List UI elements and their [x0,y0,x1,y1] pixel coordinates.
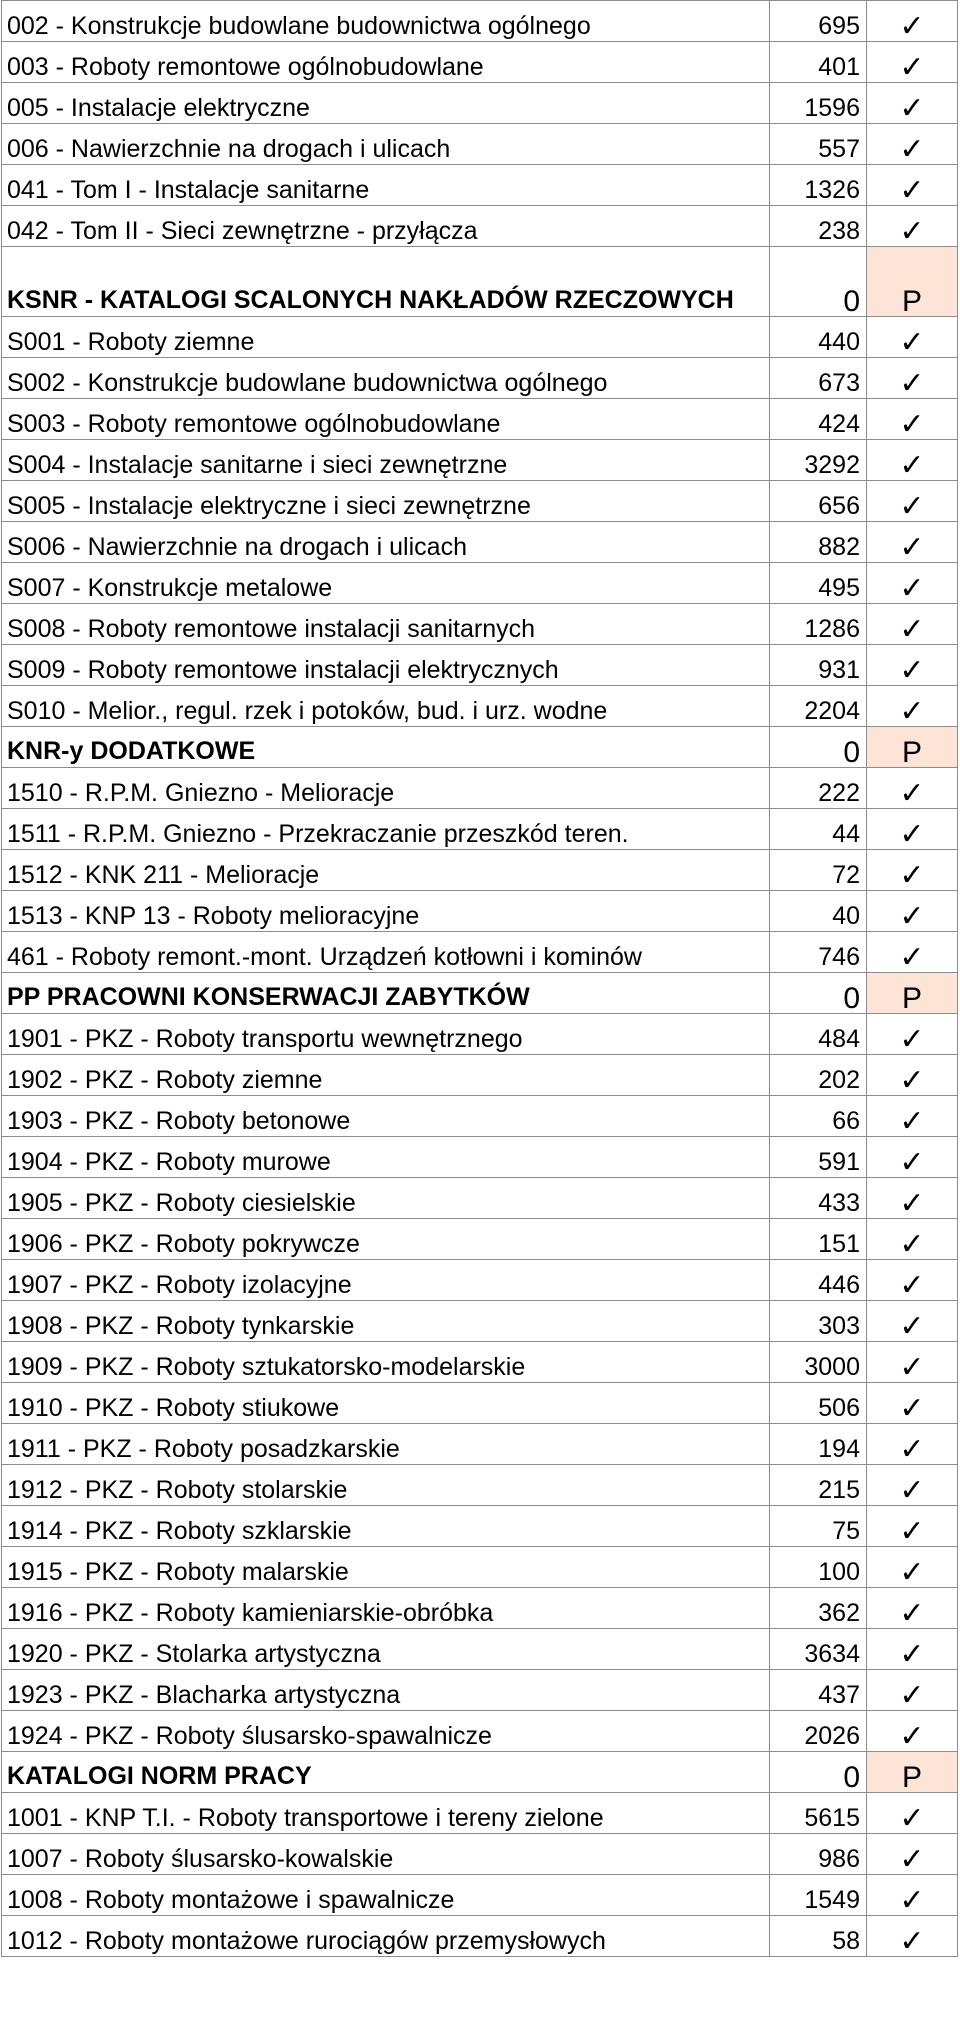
checkmark-icon: ✓ [867,206,958,247]
catalog-row [2,1670,958,1711]
catalog-name: 1909 - PKZ - Roboty sztukatorsko-modelarskie [2,1342,770,1383]
catalog-count: 495 [770,563,867,604]
catalog-name: S010 - Melior., regul. rzek i potoków, bud. i urz. wodne [2,686,770,727]
catalog-count: 66 [770,1096,867,1137]
catalog-count: 656 [770,481,867,522]
catalog-row [2,1301,958,1342]
catalog-name: 005 - Instalacje elektryczne [2,83,770,124]
catalog-row [2,1424,958,1465]
catalog-count: 1326 [770,165,867,206]
catalog-row [2,1711,958,1752]
catalog-name: S002 - Konstrukcje budowlane budownictwa ogólnego [2,358,770,399]
checkmark-icon: ✓ [867,317,958,358]
p-mark: P [867,973,958,1014]
checkmark-icon: ✓ [867,768,958,809]
catalog-count: 40 [770,891,867,932]
section-header-row [2,247,958,317]
catalog-row [2,1137,958,1178]
catalog-count: 1596 [770,83,867,124]
catalog-count: 401 [770,42,867,83]
catalog-name: S003 - Roboty remontowe ogólnobudowlane [2,399,770,440]
catalog-name: 042 - Tom II - Sieci zewnętrzne - przyłącza [2,206,770,247]
catalog-name: 1902 - PKZ - Roboty ziemne [2,1055,770,1096]
p-mark: P [867,1752,958,1793]
checkmark-icon: ✓ [867,850,958,891]
catalog-name: 1904 - PKZ - Roboty murowe [2,1137,770,1178]
catalog-count: 882 [770,522,867,563]
catalog-name: 1510 - R.P.M. Gniezno - Melioracje [2,768,770,809]
catalog-count: 3292 [770,440,867,481]
catalog-name: 003 - Roboty remontowe ogólnobudowlane [2,42,770,83]
catalog-name: 1907 - PKZ - Roboty izolacyjne [2,1260,770,1301]
catalog-count: 433 [770,1178,867,1219]
checkmark-icon: ✓ [867,1711,958,1752]
checkmark-icon: ✓ [867,440,958,481]
checkmark-icon: ✓ [867,686,958,727]
catalog-count: 591 [770,1137,867,1178]
checkmark-icon: ✓ [867,932,958,973]
catalog-name: 006 - Nawierzchnie na drogach i ulicach [2,124,770,165]
catalog-table [1,0,958,1957]
catalog-name: 1908 - PKZ - Roboty tynkarskie [2,1301,770,1342]
catalog-row [2,604,958,645]
catalog-row [2,165,958,206]
catalog-count: 222 [770,768,867,809]
catalog-count: 215 [770,1465,867,1506]
catalog-count: 424 [770,399,867,440]
catalog-name: 1903 - PKZ - Roboty betonowe [2,1096,770,1137]
checkmark-icon: ✓ [867,1670,958,1711]
catalog-name: S008 - Roboty remontowe instalacji sanitarnych [2,604,770,645]
catalog-name: S001 - Roboty ziemne [2,317,770,358]
catalog-name: 1915 - PKZ - Roboty malarskie [2,1547,770,1588]
catalog-count: 58 [770,1916,867,1957]
checkmark-icon: ✓ [867,1916,958,1957]
catalog-row [2,522,958,563]
section-title: KSNR - KATALOGI SCALONYCH NAKŁADÓW RZECZOWYCH [2,247,770,317]
catalog-name: S007 - Konstrukcje metalowe [2,563,770,604]
checkmark-icon: ✓ [867,1,958,42]
catalog-name: 1512 - KNK 211 - Melioracje [2,850,770,891]
catalog-name: 1901 - PKZ - Roboty transportu wewnętrznego [2,1014,770,1055]
catalog-row [2,399,958,440]
catalog-name: 1916 - PKZ - Roboty kamieniarskie-obróbka [2,1588,770,1629]
catalog-row [2,1875,958,1916]
catalog-row [2,42,958,83]
catalog-count: 2026 [770,1711,867,1752]
catalog-count: 0 [770,247,867,317]
catalog-row [2,1260,958,1301]
section-title: PP PRACOWNI KONSERWACJI ZABYTKÓW [2,973,770,1014]
catalog-count: 2204 [770,686,867,727]
checkmark-icon: ✓ [867,645,958,686]
catalog-name: 1008 - Roboty montażowe i spawalnicze [2,1875,770,1916]
catalog-table-body [2,1,958,1957]
checkmark-icon: ✓ [867,1465,958,1506]
catalog-row [2,645,958,686]
catalog-count: 303 [770,1301,867,1342]
catalog-count: 44 [770,809,867,850]
catalog-count: 695 [770,1,867,42]
checkmark-icon: ✓ [867,1424,958,1465]
checkmark-icon: ✓ [867,1096,958,1137]
checkmark-icon: ✓ [867,83,958,124]
catalog-name: S005 - Instalacje elektryczne i sieci zewnętrzne [2,481,770,522]
catalog-name: 1910 - PKZ - Roboty stiukowe [2,1383,770,1424]
checkmark-icon: ✓ [867,1793,958,1834]
catalog-row [2,358,958,399]
catalog-name: 002 - Konstrukcje budowlane budownictwa ogólnego [2,1,770,42]
catalog-row [2,124,958,165]
catalog-count: 5615 [770,1793,867,1834]
catalog-count: 0 [770,727,867,768]
catalog-row [2,1916,958,1957]
catalog-name: 041 - Tom I - Instalacje sanitarne [2,165,770,206]
checkmark-icon: ✓ [867,1219,958,1260]
catalog-name: 1906 - PKZ - Roboty pokrywcze [2,1219,770,1260]
checkmark-icon: ✓ [867,1137,958,1178]
checkmark-icon: ✓ [867,563,958,604]
checkmark-icon: ✓ [867,1342,958,1383]
section-header-row [2,1752,958,1793]
checkmark-icon: ✓ [867,1301,958,1342]
catalog-row [2,1342,958,1383]
catalog-count: 931 [770,645,867,686]
checkmark-icon: ✓ [867,481,958,522]
catalog-count: 72 [770,850,867,891]
catalog-count: 446 [770,1260,867,1301]
catalog-name: 1007 - Roboty ślusarsko-kowalskie [2,1834,770,1875]
catalog-count: 3000 [770,1342,867,1383]
catalog-row [2,440,958,481]
catalog-name: 1912 - PKZ - Roboty stolarskie [2,1465,770,1506]
catalog-count: 437 [770,1670,867,1711]
catalog-row [2,1014,958,1055]
catalog-row [2,1096,958,1137]
section-header-row [2,727,958,768]
catalog-row [2,1178,958,1219]
checkmark-icon: ✓ [867,809,958,850]
checkmark-icon: ✓ [867,522,958,563]
catalog-row [2,1506,958,1547]
checkmark-icon: ✓ [867,891,958,932]
catalog-row [2,686,958,727]
catalog-row [2,1383,958,1424]
catalog-count: 1286 [770,604,867,645]
catalog-name: 1920 - PKZ - Stolarka artystyczna [2,1629,770,1670]
catalog-row [2,932,958,973]
catalog-count: 986 [770,1834,867,1875]
catalog-count: 75 [770,1506,867,1547]
catalog-count: 440 [770,317,867,358]
catalog-name: 1012 - Roboty montażowe rurociągów przemysłowych [2,1916,770,1957]
checkmark-icon: ✓ [867,1875,958,1916]
catalog-name: 1923 - PKZ - Blacharka artystyczna [2,1670,770,1711]
catalog-name: 1905 - PKZ - Roboty ciesielskie [2,1178,770,1219]
catalog-row [2,1,958,42]
catalog-name: 1511 - R.P.M. Gniezno - Przekraczanie przeszkód teren. [2,809,770,850]
checkmark-icon: ✓ [867,1506,958,1547]
checkmark-icon: ✓ [867,1055,958,1096]
p-mark: P [867,247,958,317]
catalog-name: 1001 - KNP T.I. - Roboty transportowe i tereny zielone [2,1793,770,1834]
catalog-row [2,481,958,522]
catalog-count: 362 [770,1588,867,1629]
checkmark-icon: ✓ [867,124,958,165]
catalog-count: 100 [770,1547,867,1588]
catalog-name: S009 - Roboty remontowe instalacji elektrycznych [2,645,770,686]
checkmark-icon: ✓ [867,1834,958,1875]
checkmark-icon: ✓ [867,1547,958,1588]
catalog-count: 746 [770,932,867,973]
checkmark-icon: ✓ [867,1629,958,1670]
catalog-count: 557 [770,124,867,165]
catalog-count: 202 [770,1055,867,1096]
catalog-count: 194 [770,1424,867,1465]
catalog-name: 461 - Roboty remont.-mont. Urządzeń kotłowni i kominów [2,932,770,973]
checkmark-icon: ✓ [867,1260,958,1301]
catalog-count: 673 [770,358,867,399]
catalog-row [2,1465,958,1506]
catalog-row [2,1547,958,1588]
catalog-name: 1911 - PKZ - Roboty posadzkarskie [2,1424,770,1465]
checkmark-icon: ✓ [867,604,958,645]
catalog-name: S004 - Instalacje sanitarne i sieci zewnętrzne [2,440,770,481]
catalog-row [2,850,958,891]
catalog-name: 1914 - PKZ - Roboty szklarskie [2,1506,770,1547]
section-title: KATALOGI NORM PRACY [2,1752,770,1793]
section-header-row [2,973,958,1014]
catalog-count: 238 [770,206,867,247]
catalog-count: 484 [770,1014,867,1055]
p-mark: P [867,727,958,768]
catalog-row [2,809,958,850]
catalog-row [2,1055,958,1096]
catalog-count: 3634 [770,1629,867,1670]
catalog-row [2,1793,958,1834]
checkmark-icon: ✓ [867,358,958,399]
section-title: KNR-y DODATKOWE [2,727,770,768]
catalog-count: 1549 [770,1875,867,1916]
catalog-row [2,1588,958,1629]
catalog-count: 0 [770,973,867,1014]
checkmark-icon: ✓ [867,1178,958,1219]
checkmark-icon: ✓ [867,165,958,206]
checkmark-icon: ✓ [867,1014,958,1055]
catalog-row [2,563,958,604]
checkmark-icon: ✓ [867,1588,958,1629]
catalog-row [2,317,958,358]
checkmark-icon: ✓ [867,399,958,440]
catalog-name: S006 - Nawierzchnie na drogach i ulicach [2,522,770,563]
catalog-count: 0 [770,1752,867,1793]
catalog-count: 506 [770,1383,867,1424]
catalog-count: 151 [770,1219,867,1260]
catalog-row [2,1219,958,1260]
catalog-row [2,83,958,124]
catalog-row [2,768,958,809]
checkmark-icon: ✓ [867,1383,958,1424]
catalog-name: 1513 - KNP 13 - Roboty melioracyjne [2,891,770,932]
catalog-name: 1924 - PKZ - Roboty ślusarsko-spawalnicze [2,1711,770,1752]
catalog-row [2,1834,958,1875]
checkmark-icon: ✓ [867,42,958,83]
catalog-row [2,1629,958,1670]
catalog-row [2,206,958,247]
catalog-row [2,891,958,932]
